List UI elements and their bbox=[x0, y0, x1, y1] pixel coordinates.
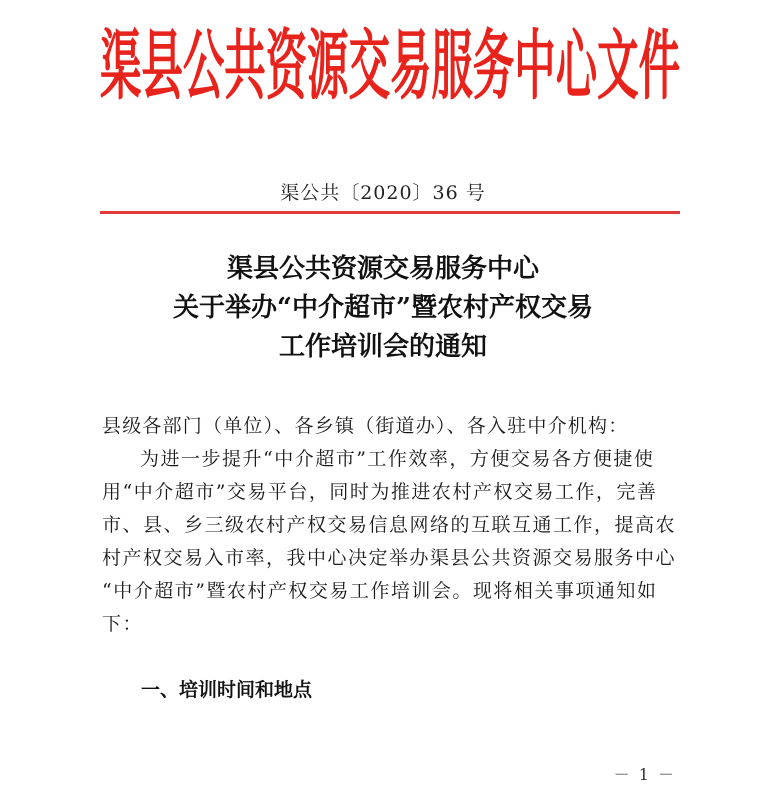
page-number: － 1 － bbox=[613, 765, 676, 784]
document-number: 渠公共〔2020〕36 号 bbox=[280, 182, 486, 204]
section-heading: 一、培训时间和地点 bbox=[141, 679, 313, 701]
masthead bbox=[95, 2, 685, 114]
red-separator-rule bbox=[100, 211, 680, 214]
title-line-2: 关于举办“中介超市”暨农村产权交易 bbox=[173, 293, 593, 323]
paragraph-line: 下： bbox=[102, 613, 144, 635]
masthead-title: 渠县公共资源交易服务中心文件 bbox=[100, 21, 680, 110]
body-paragraph bbox=[102, 443, 677, 641]
salutation: 县级各部门（单位）、各乡镇（街道办）、各入驻中介机构： bbox=[102, 415, 629, 437]
document-title bbox=[0, 250, 766, 367]
title-line-1: 渠县公共资源交易服务中心 bbox=[226, 254, 539, 284]
paragraph-line: 用“中介超市”交易平台，同时为推进农村产权交易工作，完善 bbox=[102, 481, 658, 503]
masthead-title-graphic bbox=[95, 2, 685, 114]
paragraph-line: 村产权交易入市率，我中心决定举办渠县公共资源交易服务中心 bbox=[102, 547, 677, 569]
paragraph-line: 市、县、乡三级农村产权交易信息网络的互联互通工作，提高农 bbox=[102, 514, 677, 536]
document-body bbox=[102, 410, 677, 641]
paragraph-line: 为进一步提升“中介超市”工作效率，方便交易各方便捷使 bbox=[140, 448, 655, 470]
title-line-3: 工作培训会的通知 bbox=[278, 332, 487, 362]
paragraph-line: “中介超市”暨农村产权交易工作培训会。现将相关事项通知如 bbox=[102, 580, 658, 602]
